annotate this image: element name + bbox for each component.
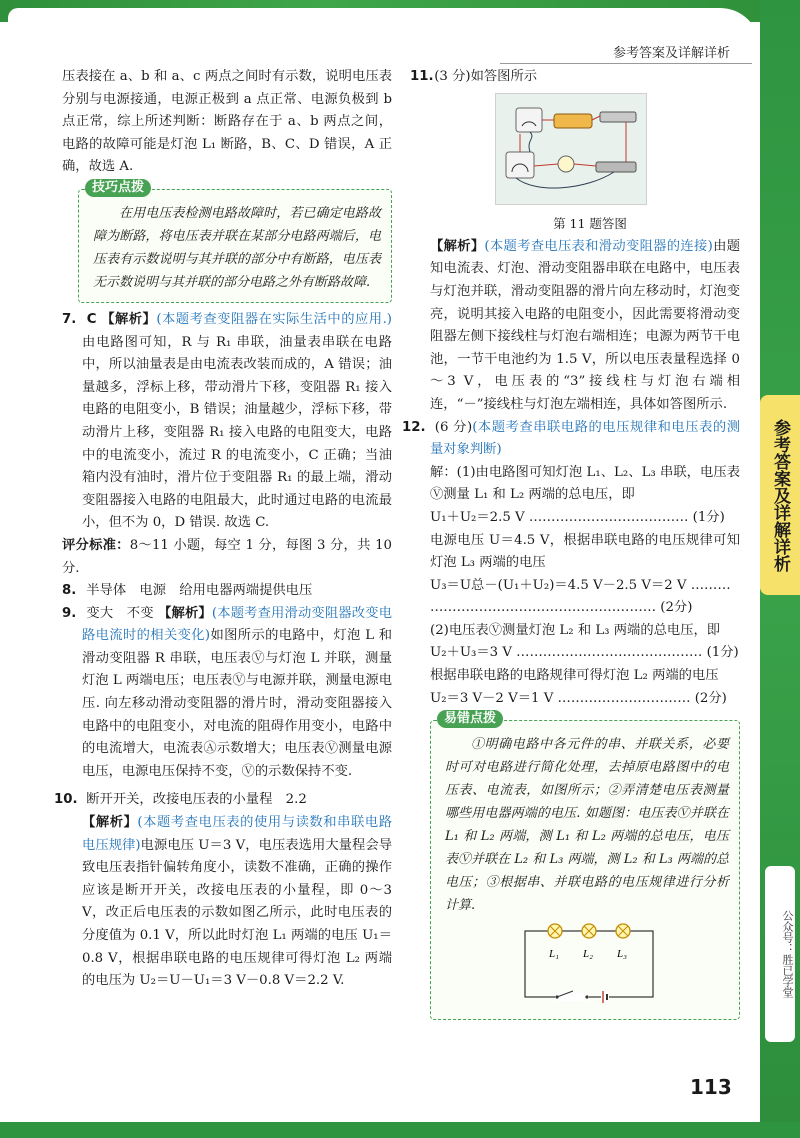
- q12-part2: (2)电压表Ⓥ测量灯泡 L₂ 和 L₃ 两端的总电压，即: [430, 622, 721, 638]
- q11: [410, 66, 740, 89]
- q12-eq1: U₁＋U₂＝2.5 V ……………………………… (1分): [430, 509, 725, 525]
- q12-part2b: 根据串联电路的电路规律可得灯泡 L₂ 两端的电压: [430, 668, 719, 684]
- score-standard: [62, 535, 392, 580]
- lamp-3: [616, 924, 630, 938]
- q9-topic: (本题考查用滑动变阻器改变电路电流时的相关变化): [82, 605, 393, 644]
- header-rule: [500, 63, 752, 64]
- q10-topic: (本题考查电压表的使用与读数和串联电路电压规律): [82, 815, 393, 853]
- q8: [62, 580, 392, 603]
- lamp-2: [582, 924, 596, 938]
- q12-eq2: U₃＝U总－(U₁＋U₂)＝4.5 V－2.5 V＝2 V ………: [430, 577, 731, 593]
- q7-answer: C: [86, 311, 97, 327]
- q12-part1: 解：(1)由电路图可知灯泡 L₁、L₂、L₃ 串联，电压表Ⓥ测量 L₁ 和 L₂ 两端的总电压，即: [430, 464, 740, 503]
- q7-number: 7.: [62, 311, 77, 327]
- q9: [62, 603, 392, 784]
- lamp-1: [548, 924, 562, 938]
- q12-topic: (本题考查串联电路的电压规律和电压表的测量对象判断): [430, 419, 741, 458]
- q7-topic: (本题考查变阻器在实际生活中的应用.): [156, 311, 392, 327]
- q7: [62, 309, 392, 535]
- q7-jiexi: 【解析】: [101, 311, 157, 327]
- q11-fig-caption: 第 11 题答图: [553, 216, 627, 232]
- q11-analysis-text: 由题知电流表、灯泡、滑动变阻器串联在电路中，电压表与灯泡并联，滑动变阻器的滑片向左移动时，灯泡变亮，说明其接入电路的电阻变小，因此需要将滑动变阻器左侧下接线柱与灯泡右端相连；电源为两节干电池，一节干电池约为 1.5 V，所以电压表量程选择 0～3 V，电压表的“3”接线柱与灯泡右端相连，“－”接线柱与灯泡左端相连，具体如答图所示.: [430, 238, 741, 412]
- lamp-label-2: L₂: [583, 948, 593, 961]
- q11-jiexi: 【解析】: [430, 238, 485, 254]
- q12-part1b: 电源电压 U＝4.5 V，根据串联电路的电压规律可知灯泡 L₃ 两端的电压: [430, 532, 740, 571]
- tip-box-error: [430, 711, 740, 1020]
- q11-topic: (本题考查电压表和滑动变阻器的连接): [484, 238, 713, 254]
- tip2-label: 易错点拨: [437, 710, 503, 728]
- q11-answer-figure: [495, 93, 647, 205]
- q7-text: 由电路图可知，R 与 R₁ 串联，油量表串联在电路中，所以油量表是由电流表改装而成的，A 错误；油量越多，浮标上移，带动滑片下移，变阻器 R₁ 接入电路的电阻变小，B 错误；油量越少，浮标下移，带动滑片上移，变阻器 R₁ 接入电路的电阻变大，电路中的电流变小，流过 R 的电流变小，C 正确；当油箱内没有油时，滑片位于变阻器 R₁ 的最上端，滑动变阻器接入电路的电阻最大，此时通过电路的电流最小，但不为 0，D 错误. 故选 C.: [82, 334, 392, 531]
- q10-number: 10.: [54, 792, 78, 808]
- running-header: 参考答案及详解详析: [612, 46, 730, 61]
- q12-number: 12.: [402, 419, 426, 435]
- q11-number: 11.: [410, 69, 434, 84]
- left-column: [54, 66, 393, 993]
- side-tab: 参考答案及详解详析: [760, 395, 800, 595]
- score-label: 评分标准：: [62, 537, 130, 553]
- q6-continuation: 压表接在 a、b 和 a、c 两点之间时有示数，说明电压表分别与电源接通，电源正极到 a 点正常、电源负极到 b 点正常，综上所述判断：断路存在于 a、b 两点之间，电路的故障可能是灯泡 L₁ 断路，B、C、D 错误，A 正确，故选 A.: [62, 69, 392, 175]
- lamp-label-3: L₃: [617, 948, 627, 961]
- q9-jiexi: 【解析】: [158, 605, 212, 621]
- right-column: [402, 66, 741, 1026]
- q12-eq3: U₂＋U₃＝3 V …………………………………… (1分): [430, 645, 739, 661]
- q10-jiexi: 【解析】: [82, 815, 138, 831]
- q10-answer: 断开开关，改接电压表的小量程 2.2: [86, 792, 307, 808]
- tip-label: 技巧点拨: [85, 179, 151, 197]
- bottom-green-band: [0, 1122, 800, 1138]
- tip-text: 在用电压表检测电路故障时，若已确定电路故障为断路，将电压表并联在某部分电路两端后，电压表有示数说明与其并联的部分中有断路，电压表无示数说明与其并联的部分电路之外有断路故障.: [93, 205, 381, 290]
- q8-number: 8.: [62, 583, 77, 599]
- q12-score: (6 分): [434, 419, 473, 435]
- q10: [54, 789, 392, 812]
- q10-text: 电源电压 U＝3 V，电压表选用大量程会导致电压表指针偏转角度小，读数不准确，正确的操作应该是断开开关，改接电压表的小量程，即 0～3 V，改正后电压表的示数如图乙所示，此时电压表的分度值为 0.1 V，所以此时灯泡 L₁ 两端的电压 U₁＝0.8 V，根据串联电路的电压规律可得灯泡 L₂ 两端的电压为 U₂＝U－U₁＝3 V－0.8 V＝2.2 V.: [82, 837, 393, 989]
- tip2-text: ①明确电路中各元件的串、并联关系，必要时可对电路进行简化处理，去掉原电路图中的电压表、电流表，如图所示；②弄清楚电压表测量哪些用电器两端的电压. 如题图：电压表Ⓥ并联在 L₁ 和 L₂ 两端，测 L₁ 和 L₂ 两端的总电压，电压表Ⓥ并联在 L₂ 和 L₃ 两端，测 L₂ 和 L₃ 两端的总电压；③根据串、并联电路的电压规律进行分析计算.: [445, 737, 729, 914]
- page-number: 113: [690, 1075, 732, 1099]
- q9-answer: 变大 不变: [86, 605, 154, 621]
- side-note: 公众号：胜已学堂: [765, 866, 795, 1042]
- q9-number: 9.: [62, 605, 77, 621]
- q12-eq4: U₂＝3 V－2 V＝1 V ………………………… (2分): [430, 690, 727, 706]
- lamp-label-1: L₁: [549, 948, 559, 961]
- score-text: 8～11 小题，每空 1 分，每图 3 分，共 10 分.: [62, 537, 392, 576]
- tip-box-skill: [78, 179, 392, 303]
- q12: [402, 417, 741, 462]
- q9-text: 如图所示的电路中，灯泡 L 和滑动变阻器 R 串联，电压表Ⓥ与灯泡 L 并联，测量灯泡 L 两端电压；电压表Ⓥ与电源并联，测量电源电压. 向左移动滑动变阻器的滑片时，滑动变阻器接入电路中的电阻变小，对电流的阻碍作用变小，电路中的电流增大，电流表Ⓐ示数增大；电压表Ⓥ测量电源电压，电源电压保持不变，Ⓥ的示数保持不变.: [82, 628, 392, 779]
- q11-analysis: [410, 236, 740, 417]
- q11-text: (3 分)如答图所示: [434, 69, 538, 84]
- q10-analysis: [62, 812, 392, 993]
- series-lamp-circuit: [515, 923, 665, 1003]
- q8-text: 半导体 电源 给用电器两端提供电压: [86, 583, 313, 599]
- q12-eq2b: …………………………………………… (2分): [430, 600, 693, 616]
